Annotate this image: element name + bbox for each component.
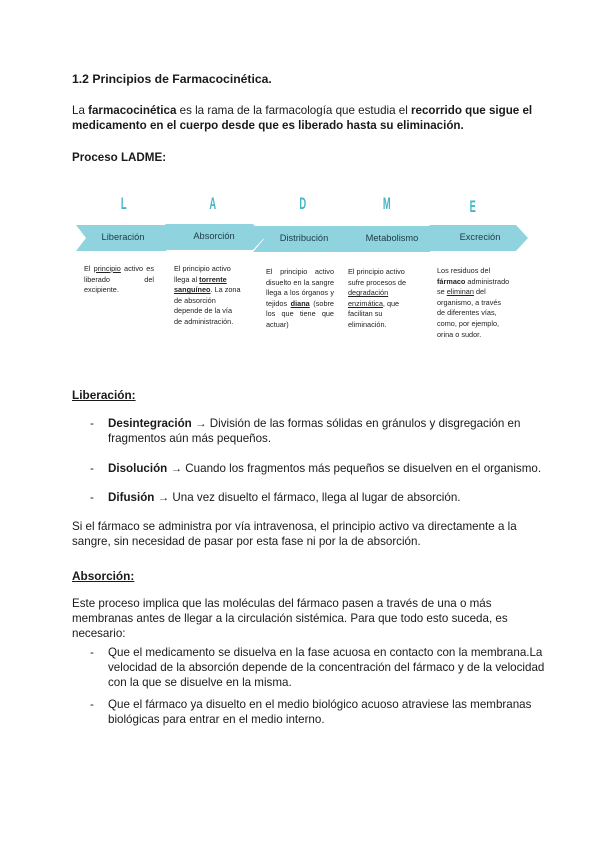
list-item: - Difusión → Una vez disuelto el fármaco, llega al lugar de absorción. xyxy=(90,491,461,504)
letter-e: E xyxy=(469,197,477,216)
list-item: - Que el fármaco ya disuelto en el medio biológico acuoso atraviese las membranas biológicas para entrar en el medio interno. xyxy=(90,698,532,726)
letter-d: D xyxy=(299,194,307,213)
intro-paragraph xyxy=(72,103,542,133)
desc-absorcion: El principio activo llega al torrente sanguíneo. La zona de absorción depende de la vía de administración. xyxy=(174,264,241,326)
desc-metabolismo: El principio activo sufre procesos de degradación enzimática, que facilitan su eliminación. xyxy=(348,267,407,329)
list-item: - Que el medicamento se disuelva en la fase acuosa en contacto con la membrana.La velocidad de la absorción depende de la concentración del fármaco y de la velocidad con la que se disuelve en la misma. xyxy=(90,646,545,689)
page-title: 1.2 Principios de Farmacocinética. xyxy=(72,72,272,86)
absorcion-paragraph: Este proceso implica que las moléculas del fármaco pasen a través de una o más membranas antes de llegar a la circulación sistémica. Para que todo esto suceda, es necesario: xyxy=(72,597,508,640)
stage-label-metabolismo: Metabolismo xyxy=(365,233,419,243)
absorcion-heading: Absorción: xyxy=(72,569,135,583)
letter-a: A xyxy=(209,194,217,213)
desc-excrecion: Los residuos del fármaco administrado se eliminan del organismo, a través de diferentes vías, como, por ejemplo, orina o sudor. xyxy=(437,266,510,339)
desc-distribucion: El principio activo disuelto en la sangre llega a los órganos y tejidos diana (sobre los que tiene que actuar) xyxy=(266,267,334,329)
intro-line-1: La farmacocinética es la rama de la farmacología que estudia el recorrido que sigue el xyxy=(72,104,533,117)
liberacion-note: Si el fármaco se administra por vía intravenosa, el principio activo va directamente a la sangre, sin necesidad de pasar por esta fase ni por la de absorción. xyxy=(72,520,517,548)
stage-label-distribucion: Distribución xyxy=(279,233,329,243)
desc-liberacion: El principio activo es liberado del excipiente. xyxy=(84,264,154,295)
stage-label-absorcion: Absorción xyxy=(193,231,235,241)
stage-label-liberacion: Liberación xyxy=(101,232,145,242)
list-item: - Disolución → Cuando los fragmentos más pequeños se disuelven en el organismo. xyxy=(90,462,542,475)
liberacion-heading: Liberación: xyxy=(72,388,136,402)
intro-line-2: medicamento en el cuerpo desde que es liberado hasta su eliminación. xyxy=(72,119,464,132)
list-item: - Desintegración → División de las formas sólidas en gránulos y disgregación en fragmentos aún más pequeños. xyxy=(90,417,521,445)
letter-m: M xyxy=(382,194,392,213)
ladme-heading: Proceso LADME: xyxy=(72,151,167,164)
letter-l: L xyxy=(120,194,128,213)
stage-label-excrecion: Excreción xyxy=(459,232,501,242)
